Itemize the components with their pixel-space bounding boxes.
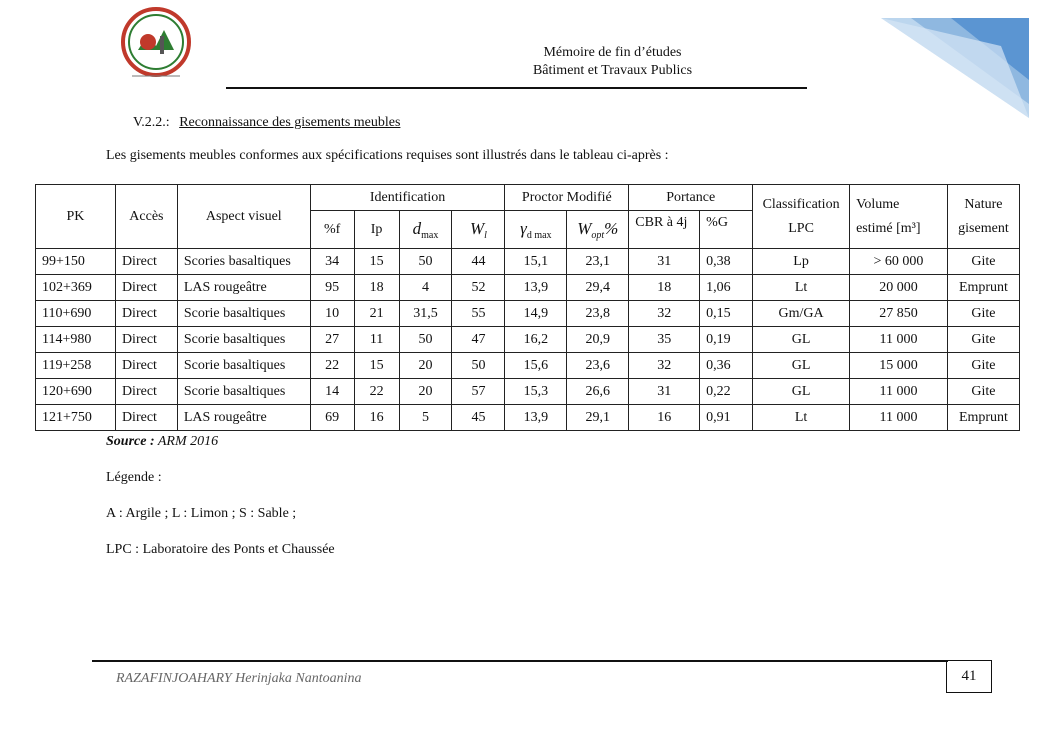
section-title: Reconnaissance des gisements meubles: [179, 115, 401, 130]
header-nature-line1: Nature: [964, 196, 1003, 212]
cell-cbr: 18: [629, 275, 700, 301]
source-label: Source :: [106, 434, 155, 449]
cell-pct-f: 14: [310, 379, 354, 405]
header-volume-line2: estimé [m³]: [856, 220, 921, 236]
cell-acces: Direct: [115, 405, 177, 431]
cell-cbr: 32: [629, 353, 700, 379]
cell-volume: 20 000: [850, 275, 948, 301]
cell-gamma-dmax: 15,3: [505, 379, 567, 405]
table-row: [36, 249, 1020, 275]
cell-pct-f: 34: [310, 249, 354, 275]
cell-wopt: 23,6: [567, 353, 629, 379]
legend-line-2: LPC : Laboratoire des Ponts et Chaussée: [106, 542, 335, 557]
cell-cbr: 16: [629, 405, 700, 431]
cell-gamma-dmax: 16,2: [505, 327, 567, 353]
header-acces: Accès: [115, 185, 177, 249]
cell-volume: 11 000: [850, 327, 948, 353]
cell-nature: Emprunt: [947, 405, 1019, 431]
cell-aspect: Scorie basaltiques: [177, 327, 310, 353]
header-line-1: Mémoire de fin d’études: [543, 45, 682, 60]
cell-volume: 11 000: [850, 379, 948, 405]
cell-pct-f: 95: [310, 275, 354, 301]
table-row: [36, 353, 1020, 379]
cell-classification: GL: [753, 353, 850, 379]
school-logo: [118, 6, 194, 82]
cell-dmax: 5: [399, 405, 452, 431]
cell-aspect: Scorie basaltiques: [177, 379, 310, 405]
cell-pct-g: 0,22: [700, 379, 753, 405]
cell-nature: Gite: [947, 353, 1019, 379]
cell-pct-g: 0,38: [700, 249, 753, 275]
cell-pct-f: 69: [310, 405, 354, 431]
cell-pk: 120+690: [36, 379, 116, 405]
cell-dmax: 50: [399, 327, 452, 353]
cell-volume: 15 000: [850, 353, 948, 379]
header-proctor: Proctor Modifié: [505, 185, 629, 211]
cell-wopt: 29,1: [567, 405, 629, 431]
cell-wl: 52: [452, 275, 505, 301]
cell-ip: 16: [354, 405, 399, 431]
gisements-table: [35, 184, 1020, 431]
cell-nature: Gite: [947, 249, 1019, 275]
cell-pct-g: 0,19: [700, 327, 753, 353]
cell-nature: Gite: [947, 301, 1019, 327]
header-line-2: Bâtiment et Travaux Publics: [532, 63, 693, 78]
cell-aspect: LAS rougeâtre: [177, 275, 310, 301]
header-pk: PK: [36, 185, 116, 249]
cell-wl: 50: [452, 353, 505, 379]
footer-author: RAZAFINJOAHARY Herinjaka Nantoanina: [116, 671, 362, 686]
header-aspect: Aspect visuel: [177, 185, 310, 249]
table-body: [36, 249, 1020, 431]
cell-acces: Direct: [115, 353, 177, 379]
header-classification-line1: Classification: [762, 196, 840, 212]
cell-acces: Direct: [115, 327, 177, 353]
table-row: [36, 405, 1020, 431]
cell-pk: 102+369: [36, 275, 116, 301]
header-volume-line1: Volume: [856, 196, 900, 212]
cell-ip: 15: [354, 353, 399, 379]
header-gamma: $\gamma_{d max}$: [505, 211, 567, 249]
cell-acces: Direct: [115, 301, 177, 327]
cell-classification: Lt: [753, 405, 850, 431]
cell-cbr: 32: [629, 301, 700, 327]
cell-pct-f: 10: [310, 301, 354, 327]
header-ip: Ip: [354, 211, 399, 249]
source-value: ARM 2016: [157, 434, 219, 449]
cell-pct-f: 22: [310, 353, 354, 379]
cell-pk: 110+690: [36, 301, 116, 327]
cell-wl: 44: [452, 249, 505, 275]
cell-pk: 99+150: [36, 249, 116, 275]
cell-dmax: 20: [399, 353, 452, 379]
cell-wopt: 29,4: [567, 275, 629, 301]
cell-aspect: Scorie basaltiques: [177, 301, 310, 327]
cell-gamma-dmax: 13,9: [505, 275, 567, 301]
cell-nature: Gite: [947, 379, 1019, 405]
header-identification: Identification: [310, 185, 505, 211]
header-dmax: $d_{max}$: [399, 211, 452, 249]
cell-wl: 57: [452, 379, 505, 405]
cell-wl: 47: [452, 327, 505, 353]
table-row: [36, 327, 1020, 353]
header-wopt: $W_{opt}\%$: [567, 211, 629, 249]
cell-wopt: 26,6: [567, 379, 629, 405]
legend-title: Légende :: [106, 470, 162, 485]
legend-line-1: A : Argile ; L : Limon ; S : Sable ;: [106, 506, 297, 521]
cell-cbr: 35: [629, 327, 700, 353]
cell-acces: Direct: [115, 379, 177, 405]
header-row-groups: [36, 185, 1020, 211]
header-volume: [850, 185, 948, 249]
cell-aspect: LAS rougeâtre: [177, 405, 310, 431]
cell-ip: 21: [354, 301, 399, 327]
table-row: [36, 275, 1020, 301]
cell-volume: > 60 000: [850, 249, 948, 275]
header-portance: Portance: [629, 185, 753, 211]
cell-classification: Lp: [753, 249, 850, 275]
cell-cbr: 31: [629, 249, 700, 275]
cell-pk: 114+980: [36, 327, 116, 353]
cell-gamma-dmax: 15,6: [505, 353, 567, 379]
document-header: [480, 44, 745, 80]
page-number: 41: [946, 660, 992, 693]
section-heading: [133, 115, 400, 131]
cell-ip: 15: [354, 249, 399, 275]
cell-dmax: 4: [399, 275, 452, 301]
table-row: [36, 301, 1020, 327]
header-nature: [947, 185, 1019, 249]
cell-wl: 55: [452, 301, 505, 327]
cell-gamma-dmax: 15,1: [505, 249, 567, 275]
header-cbr: CBR à 4j: [629, 211, 700, 249]
cell-volume: 11 000: [850, 405, 948, 431]
cell-ip: 18: [354, 275, 399, 301]
cell-acces: Direct: [115, 249, 177, 275]
cell-pct-g: 0,15: [700, 301, 753, 327]
source-note: [106, 434, 218, 450]
cell-ip: 22: [354, 379, 399, 405]
table-row: [36, 379, 1020, 405]
cell-classification: GL: [753, 379, 850, 405]
header-classification-line2: LPC: [788, 220, 814, 236]
cell-aspect: Scories basaltiques: [177, 249, 310, 275]
cell-gamma-dmax: 13,9: [505, 405, 567, 431]
cell-wopt: 23,8: [567, 301, 629, 327]
cell-gamma-dmax: 14,9: [505, 301, 567, 327]
cell-nature: Gite: [947, 327, 1019, 353]
header-rule: [226, 87, 807, 89]
cell-pct-f: 27: [310, 327, 354, 353]
cell-pct-g: 0,91: [700, 405, 753, 431]
cell-wl: 45: [452, 405, 505, 431]
cell-classification: Lt: [753, 275, 850, 301]
cell-ip: 11: [354, 327, 399, 353]
header-classification: [753, 185, 850, 249]
cell-classification: Gm/GA: [753, 301, 850, 327]
header-nature-line2: gisement: [958, 220, 1009, 236]
cell-classification: GL: [753, 327, 850, 353]
header-pct-g: %G: [700, 211, 753, 249]
cell-pk: 119+258: [36, 353, 116, 379]
cell-aspect: Scorie basaltiques: [177, 353, 310, 379]
cell-pct-g: 0,36: [700, 353, 753, 379]
corner-decoration: [881, 18, 1029, 118]
cell-wopt: 23,1: [567, 249, 629, 275]
cell-pk: 121+750: [36, 405, 116, 431]
header-pct-f: %f: [310, 211, 354, 249]
header-wl: $W_l$: [452, 211, 505, 249]
cell-volume: 27 850: [850, 301, 948, 327]
footer-rule: [92, 660, 948, 662]
cell-pct-g: 1,06: [700, 275, 753, 301]
section-number: V.2.2.:: [133, 115, 170, 130]
cell-acces: Direct: [115, 275, 177, 301]
cell-cbr: 31: [629, 379, 700, 405]
cell-dmax: 20: [399, 379, 452, 405]
cell-dmax: 31,5: [399, 301, 452, 327]
cell-nature: Emprunt: [947, 275, 1019, 301]
cell-wopt: 20,9: [567, 327, 629, 353]
intro-paragraph: Les gisements meubles conformes aux spécifications requises sont illustrés dans le tableau ci-après :: [106, 148, 669, 163]
cell-dmax: 50: [399, 249, 452, 275]
